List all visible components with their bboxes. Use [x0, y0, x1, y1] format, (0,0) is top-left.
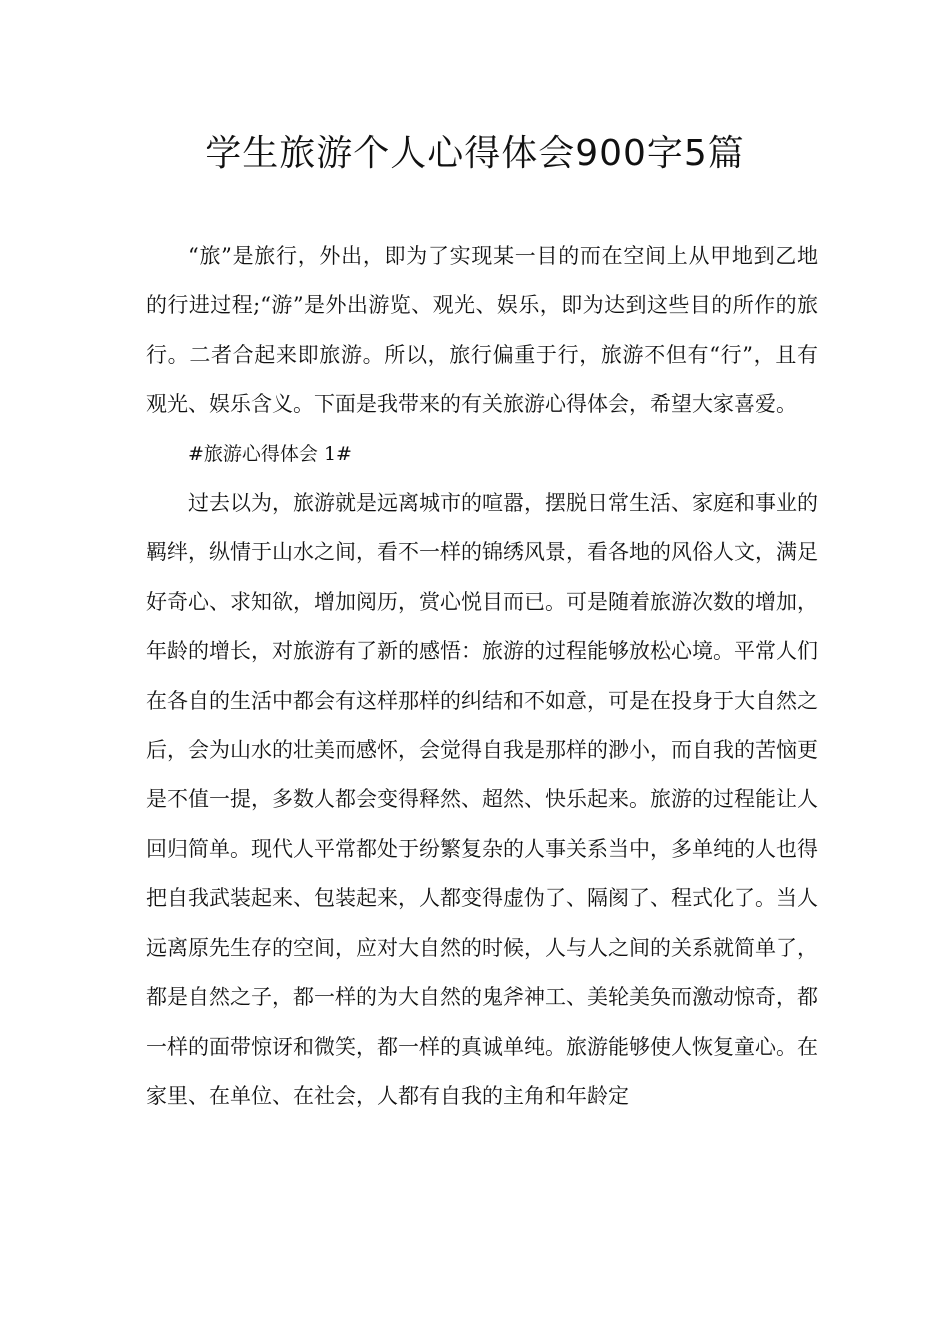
section-paragraph: 过去以为，旅游就是远离城市的喧嚣，摆脱日常生活、家庭和事业的羁绊，纵情于山水之间，看不一样的锦绣风景，看各地的风俗人文，满足好奇心、求知欲，增加阅历，赏心悦目而已。可是随着旅游次数的增加，年龄的增长，对旅游有了新的感悟：旅游的过程能够放松心境。平常人们在各自的生活中都会有这样那样的纠结和不如意，可是在投身于大自然之后，会为山水的壮美而感怀，会觉得自我是那样的渺小，而自我的苦恼更是不值一提，多数人都会变得释然、超然、快乐起来。旅游的过程能让人回归简单。现代人平常都处于纷繁复杂的人事关系当中，多单纯的人也得把自我武装起来、包装起来，人都变得虚伪了、隔阂了、程式化了。当人远离原先生存的空间，应对大自然的时候，人与人之间的关系就简单了，都是自然之子，都一样的为大自然的鬼斧神工、美轮美奂而激动惊奇，都一样的面带惊讶和微笑，都一样的真诚单纯。旅游能够使人恢复童心。在家里、在单位、在社会，人都有自我的主角和年龄定: [146, 491, 818, 1108]
section-heading: #旅游心得体会 1#: [188, 442, 352, 465]
document-body: [146, 232, 818, 1121]
document-title: 学生旅游个人心得体会900字5篇: [205, 133, 745, 174]
intro-paragraph: “旅”是旅行，外出，即为了实现某一目的而在空间上从甲地到乙地的行进过程;“游”是外出游览、观光、娱乐，即为达到这些目的所作的旅行。二者合起来即旅游。所以，旅行偏重于行，旅游不但有“行”，且有观光、娱乐含义。下面是我带来的有关旅游心得体会，希望大家喜爱。: [146, 244, 818, 417]
